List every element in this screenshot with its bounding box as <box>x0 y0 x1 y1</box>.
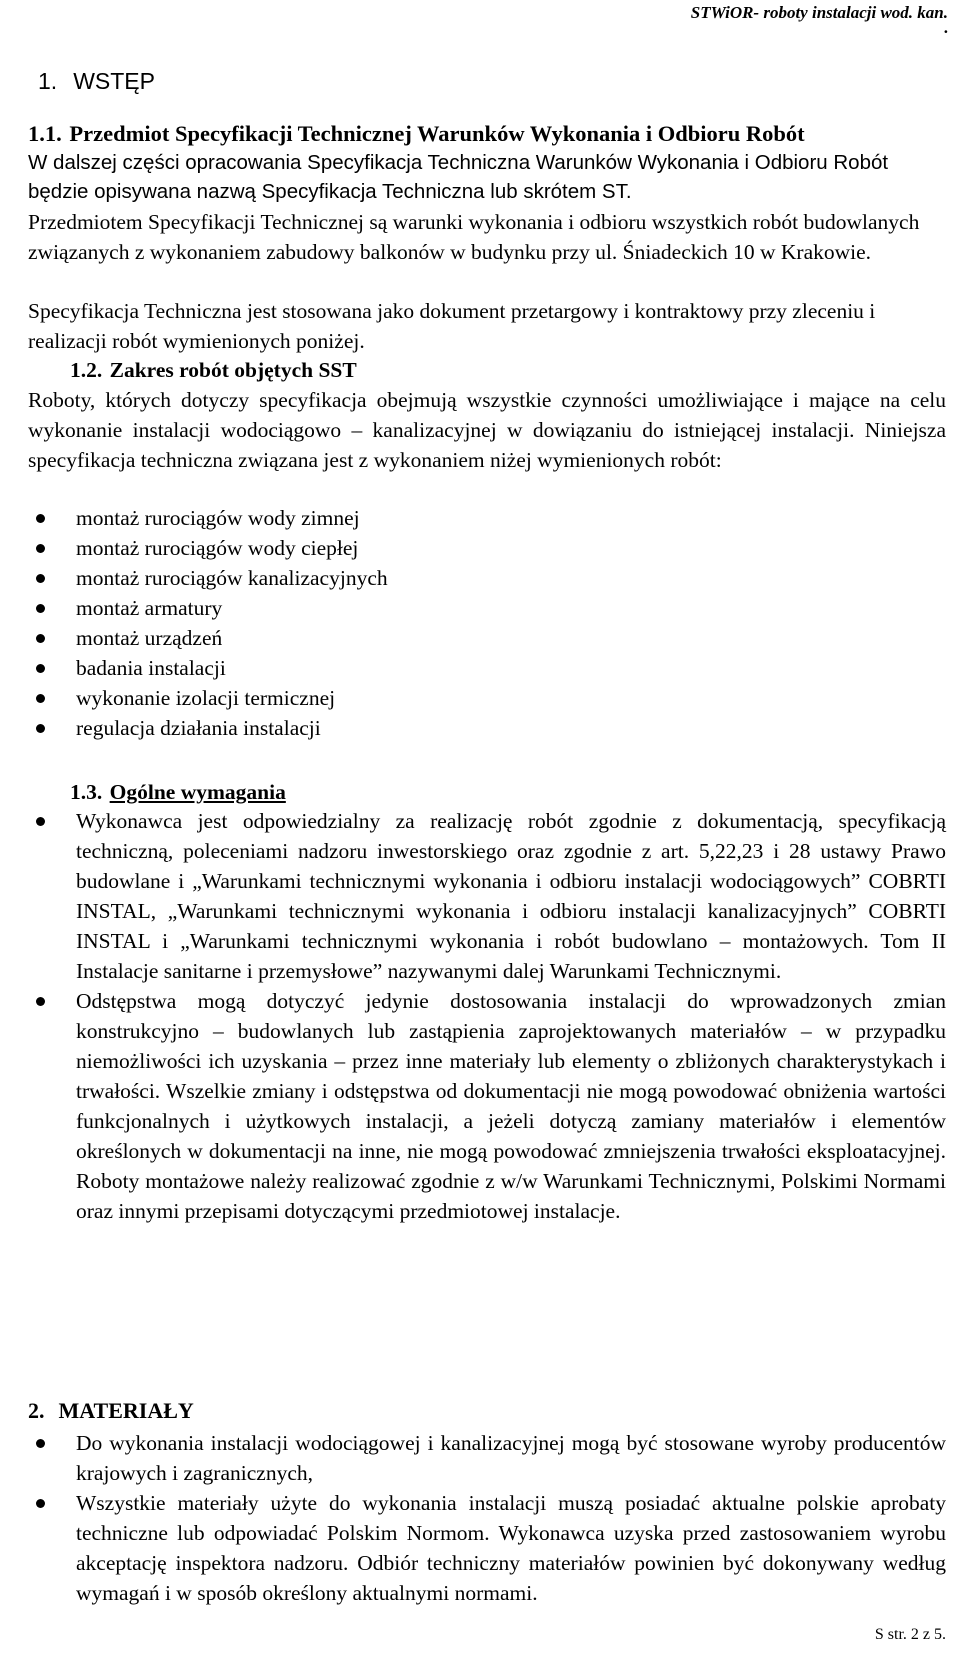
paragraph-scope: Roboty, których dotyczy specyfikacja obejmują wszystkie czynności umożliwiające i mające na celu wykonanie instalacji wodociągowo – kanalizacyjnej w dowiązaniu do istniejącej instalacji. Niniejsza specyfikacja techniczna związana jest z wykonaniem niżej wymienionych robót: <box>28 388 946 472</box>
bullet-icon <box>36 544 45 553</box>
paragraph-st-name: W dalszej części opracowania Specyfikacja Techniczna Warunków Wykonania i Odbioru Robót będzie opisywana nazwą Specyfikacja Techniczna lub skrótem ST. <box>28 151 889 203</box>
list-item: Odstępstwa mogą dotyczyć jedynie dostosowania instalacji do wprowadzonych zmian konstrukcyjno – budowlanych lub zastąpienia zaprojektowanych materiałów – w przypadku niemożliwości ich uzyskania – przez inne materiały lub elementy o zbliżonych charakterystykach i trwałości. Wszelkie zmiany i odstępstwa od dokumentacji nie mogą powodować obniżenia wartości funkcjonalnych i użytkowych instalacji, a jeżeli dotyczą zamiany materiałów i elementów określonych w dokumentacji na inne, nie mogą powodować zmniejszenia trwałości eksploatacyjnej. Roboty montażowe należy realizować zgodnie z w/w Warunkami Technicznymi, Polskimi Normami oraz innymi przepisami dotyczącymi przedmiotowej instalacje. <box>28 986 946 1226</box>
bullet-icon <box>36 574 45 583</box>
subsection-title: Przedmiot Specyfikacji Technicznej Warunków Wykonania i Odbioru Robót <box>69 121 805 146</box>
bullet-icon <box>36 694 45 703</box>
materials-list <box>28 1428 946 1608</box>
running-header-mark: . <box>943 18 948 37</box>
list-item: montaż urządzeń <box>28 623 946 653</box>
bullet-icon <box>36 604 45 613</box>
page-number: S str. 2 z 5. <box>874 1626 946 1643</box>
list-item: Do wykonania instalacji wodociągowej i kanalizacyjnej mogą być stosowane wyroby producentów krajowych i zagranicznych, <box>28 1428 946 1488</box>
list-item: montaż rurociągów kanalizacyjnych <box>28 563 946 593</box>
bullet-icon <box>36 634 45 643</box>
subsection-number: 1.3. <box>70 780 103 804</box>
bullet-icon <box>36 514 45 523</box>
subsection-1-2-heading <box>70 355 940 385</box>
paragraph-usage: Specyfikacja Techniczna jest stosowana jako dokument przetargowy i kontraktowy przy zleceniu i realizacji robót wymienionych poniżej. <box>28 299 876 353</box>
section-2-heading <box>28 1398 194 1424</box>
section-1-heading <box>38 68 155 95</box>
list-item: Wszystkie materiały użyte do wykonania instalacji muszą posiadać aktualne polskie aprobaty techniczne lub odpowiadać Polskim Normom. Wykonawca uzyska przed zastosowaniem wyrobu akceptację inspektora nadzoru. Odbiór techniczny materiałów powinien być dokonywany według wymagań i w sposób określony aktualnymi normami. <box>28 1488 946 1608</box>
list-item: badania instalacji <box>28 653 946 683</box>
subsection-1-1-heading <box>28 119 946 149</box>
bullet-icon <box>36 724 45 733</box>
scope-list <box>28 503 946 743</box>
subsection-title: Ogólne wymagania <box>109 780 286 804</box>
section-number: 2. <box>28 1398 45 1423</box>
list-item: montaż rurociągów wody zimnej <box>28 503 946 533</box>
section-title: WSTĘP <box>73 68 155 94</box>
bullet-icon <box>36 1439 45 1448</box>
section-number: 1. <box>38 68 58 94</box>
list-item: montaż rurociągów wody ciepłej <box>28 533 946 563</box>
bullet-icon <box>36 664 45 673</box>
bullet-icon <box>36 997 45 1006</box>
bullet-icon <box>36 1499 45 1508</box>
subsection-number: 1.1. <box>28 121 62 146</box>
subsection-1-3-heading <box>70 777 940 807</box>
running-header-title: STWiOR- roboty instalacji wod. kan. <box>690 3 948 22</box>
requirements-list <box>28 806 946 1226</box>
paragraph-subject-text: Przedmiotem Specyfikacji Technicznej są warunki wykonania i odbioru wszystkich robót budowlanych związanych z wykonaniem zabudowy balkonów w budynku przy ul. Śniadeckich 10 w Krakowie. <box>28 210 920 264</box>
list-item: wykonanie izolacji termicznej <box>28 683 946 713</box>
list-item: Wykonawca jest odpowiedzialny za realizację robót zgodnie z dokumentacją, specyfikacją techniczną, poleceniami nadzoru inwestorskiego oraz zgodnie z art. 5,22,23 i 28 ustawy Prawo budowlane i „Warunkami technicznymi wykonania i odbioru instalacji wodociągowych” COBRTI INSTAL, „Warunkami technicznymi wykonania i odbioru instalacji kanalizacyjnych” COBRTI INSTAL i „Warunkami technicznymi wykonania i robót budowlano – montażowych. Tom II Instalacje sanitarne i przemysłowe” nazywanymi dalej Warunkami Technicznymi. <box>28 806 946 986</box>
section-title: MATERIAŁY <box>58 1398 194 1423</box>
subsection-number: 1.2. <box>70 358 103 382</box>
bullet-icon <box>36 817 45 826</box>
running-header <box>690 3 948 37</box>
paragraph-subject <box>28 207 946 267</box>
list-item: regulacja działania instalacji <box>28 713 946 743</box>
subsection-title: Zakres robót objętych SST <box>109 358 357 382</box>
list-item: montaż armatury <box>28 593 946 623</box>
